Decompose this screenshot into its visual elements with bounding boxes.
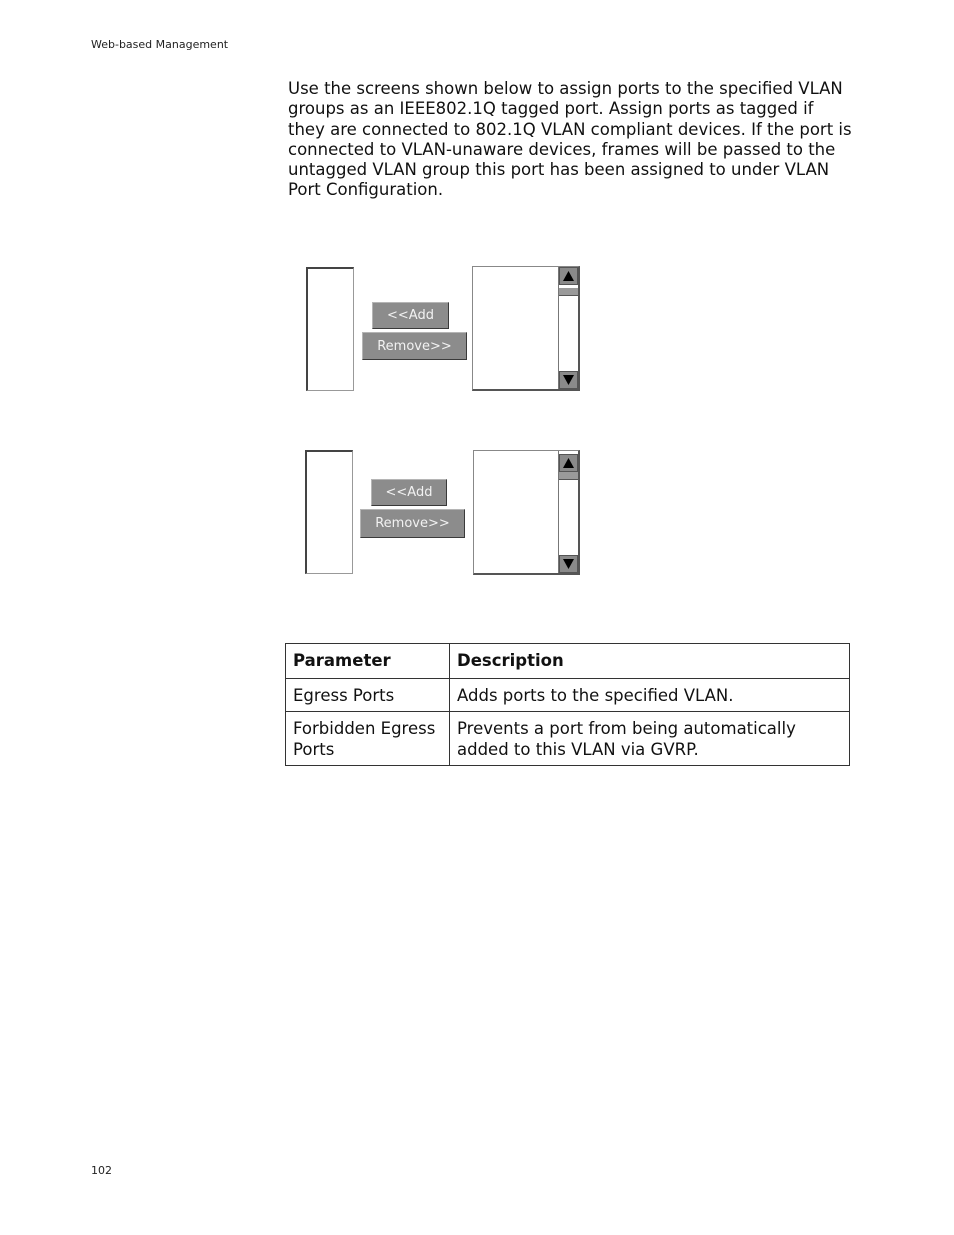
triangle-down-icon [563, 559, 574, 569]
forbidden-available-scrollbar[interactable] [558, 451, 578, 573]
egress-add-button[interactable]: <<Add [372, 302, 449, 329]
triangle-up-icon [563, 458, 574, 468]
table-row [286, 712, 850, 766]
forbidden-add-button[interactable]: <<Add [371, 479, 447, 506]
egress-remove-button[interactable]: Remove>> [362, 332, 467, 360]
forbidden-available-list[interactable] [473, 450, 580, 575]
param-description: Adds ports to the specified VLAN. [450, 679, 850, 712]
param-name: Egress Ports [286, 679, 450, 712]
scroll-up-button[interactable] [559, 267, 578, 285]
scroll-down-button[interactable] [559, 371, 578, 389]
scroll-thumb[interactable] [559, 472, 578, 480]
table-header-row [286, 644, 850, 679]
triangle-up-icon [563, 271, 574, 281]
egress-available-scrollbar[interactable] [558, 267, 578, 389]
egress-selected-list[interactable] [306, 267, 354, 391]
table-row [286, 679, 850, 712]
intro-paragraph: Use the screens shown below to assign ports to the specified VLAN groups as an IEEE802.1Q tagged port. Assign ports as tagged if they are connected to 802.1Q VLAN compliant devices. If the port is connected to VLAN-unaware devices, frames will be passed to the untagged VLAN group this port has been assigned to under VLAN Port Configuration. [288, 79, 852, 200]
triangle-down-icon [563, 375, 574, 385]
header-description: Description [450, 644, 850, 679]
param-description: Prevents a port from being automatically added to this VLAN via GVRP. [450, 712, 850, 766]
scroll-up-button[interactable] [559, 454, 578, 472]
egress-available-list[interactable] [472, 266, 580, 391]
page-number: 102 [91, 1164, 112, 1177]
scroll-down-button[interactable] [559, 555, 578, 573]
intro-text [288, 79, 854, 201]
header-parameter: Parameter [286, 644, 450, 679]
parameter-table [285, 643, 850, 766]
scroll-thumb[interactable] [559, 288, 578, 296]
forbidden-remove-button[interactable]: Remove>> [360, 509, 465, 538]
running-header: Web-based Management [91, 38, 229, 51]
forbidden-selected-list[interactable] [305, 450, 353, 574]
param-name: Forbidden Egress Ports [286, 712, 450, 766]
